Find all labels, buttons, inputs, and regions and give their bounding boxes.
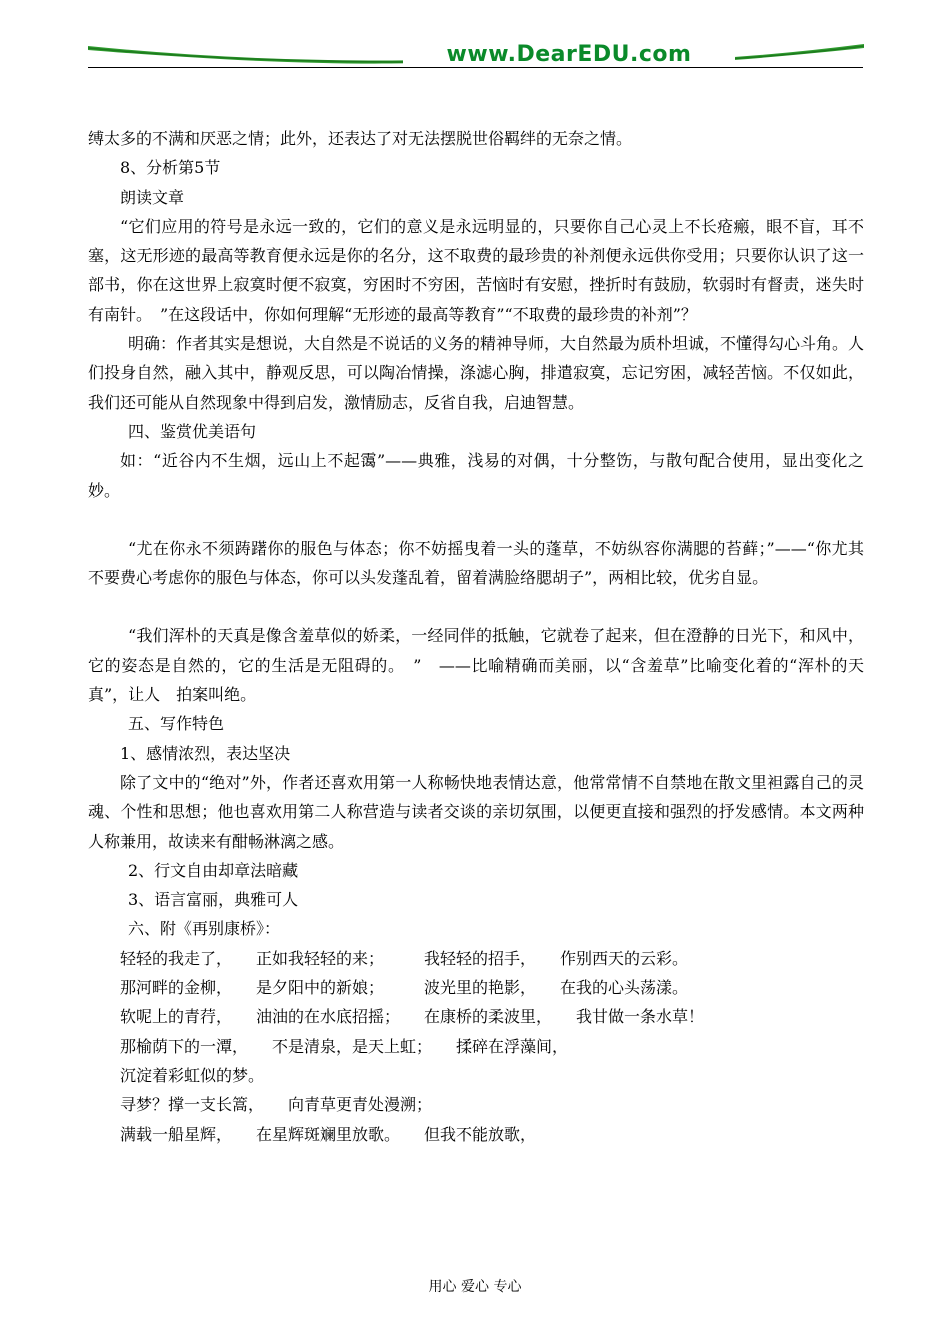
section-heading: 8、分析第5节 bbox=[120, 158, 221, 178]
poem-line: 满载一船星辉， 在星辉斑斓里放歌。 但我不能放歌， bbox=[120, 1124, 537, 1144]
paragraph: 朗读文章 bbox=[120, 187, 185, 207]
paragraph: 明确：作者其实是想说，大自然是不说话的义务的精神导师，大自然最为质朴坦诚，不懂得勾心斗角。人们投身自然，融入其中，静观反思，可以陶冶情操，涤滤心胸，排遣寂寞，忘记穷困，减轻苦恼。不仅如此，我们还可能从自然现象中得到启发，激情励志，反省自我，启迪智慧。 bbox=[88, 334, 865, 412]
site-logo: www.DearEDU.com bbox=[403, 42, 735, 67]
page-footer: 用心 爱心 专心 bbox=[428, 1279, 522, 1295]
paragraph: 缚太多的不满和厌恶之情；此外，还表达了对无法摆脱世俗羁绊的无奈之情。 bbox=[88, 129, 633, 148]
paragraph: “它们应用的符号是永远一致的，它们的意义是永远明显的，只要你自己心灵上不长疮瘢，眼不盲，耳不塞，这无形迹的最高等教育便永远是你的名分，这不取费的最珍贵的补剂便永远供你受用；只要你认识了这一部书，你在这世界上寂寞时便不寂寞，穷困时不穷困，苦恼时有安慰，挫折时有鼓励，软弱时有督责，迷失时有南针。 ”在这段话中，你如何理解“无形迹的最高等教育”“不取费的最珍贵的补剂”？ bbox=[88, 216, 864, 324]
poem-line: 寻梦？撑一支长篙， 向青草更青处漫溯； bbox=[120, 1095, 433, 1115]
header-rule bbox=[88, 67, 863, 68]
paragraph: 除了文中的“绝对”外，作者还喜欢用第一人称畅快地表情达意，他常常情不自禁地在散文里袒露自己的灵魂、个性和思想；他也喜欢用第二人称营造与读者交谈的亲切氛围，以便更直接和强烈的抒发感情。本文两种人称兼用，故读来有酣畅淋漓之感。 bbox=[88, 772, 864, 851]
section-heading: 六、附《再别康桥》： bbox=[128, 919, 281, 939]
section-heading: 五、写作特色 bbox=[128, 714, 225, 734]
poem bbox=[88, 944, 864, 1149]
poem-line: 软呢上的青荇， 油油的在水底招摇； 在康桥的柔波里， 我甘做一条水草！ bbox=[120, 1007, 705, 1027]
paragraph: “尤在你永不须踌躇你的服色与体态；你不妨摇曳着一头的蓬草，不妨纵容你满腮的苔藓；”——“你尤其不要费心考虑你的服色与体态，你可以头发蓬乱着，留着满脸络腮胡子”，两相比较，优劣自显。 bbox=[88, 538, 864, 588]
poem-line: 轻轻的我走了， 正如我轻轻的来； 我轻轻的招手， 作别西天的云彩。 bbox=[120, 948, 689, 968]
section-heading: 四、鉴赏优美语句 bbox=[128, 421, 257, 441]
subheading: 1、感情浓烈，表达坚决 bbox=[120, 743, 291, 763]
poem-line: 沉淀着彩虹似的梦。 bbox=[120, 1065, 265, 1085]
poem-line: 那河畔的金柳， 是夕阳中的新娘； 波光里的艳影， 在我的心头荡漾。 bbox=[120, 978, 689, 998]
subheading: 3、语言富丽，典雅可人 bbox=[128, 890, 299, 910]
subheading: 2、行文自由却章法暗藏 bbox=[128, 860, 299, 880]
poem-line: 那榆荫下的一潭， 不是清泉，是天上虹； 揉碎在浮藻间， bbox=[120, 1036, 569, 1056]
document-body bbox=[88, 124, 864, 1149]
paragraph: “我们浑朴的天真是像含羞草似的娇柔，一经同伴的抵触，它就卷了起来，但在澄静的日光下，和风中，它的姿态是自然的，它的生活是无阻碍的。 ” ——比喻精确而美丽，以“含羞草”比喻变化着的“浑朴的天真”，让人 拍案叫绝。 bbox=[88, 626, 864, 705]
paragraph: 如：“近谷内不生烟，远山上不起霭”——典雅，浅易的对偶，十分整饬，与散句配合使用，显出变化之妙。 bbox=[88, 451, 864, 500]
